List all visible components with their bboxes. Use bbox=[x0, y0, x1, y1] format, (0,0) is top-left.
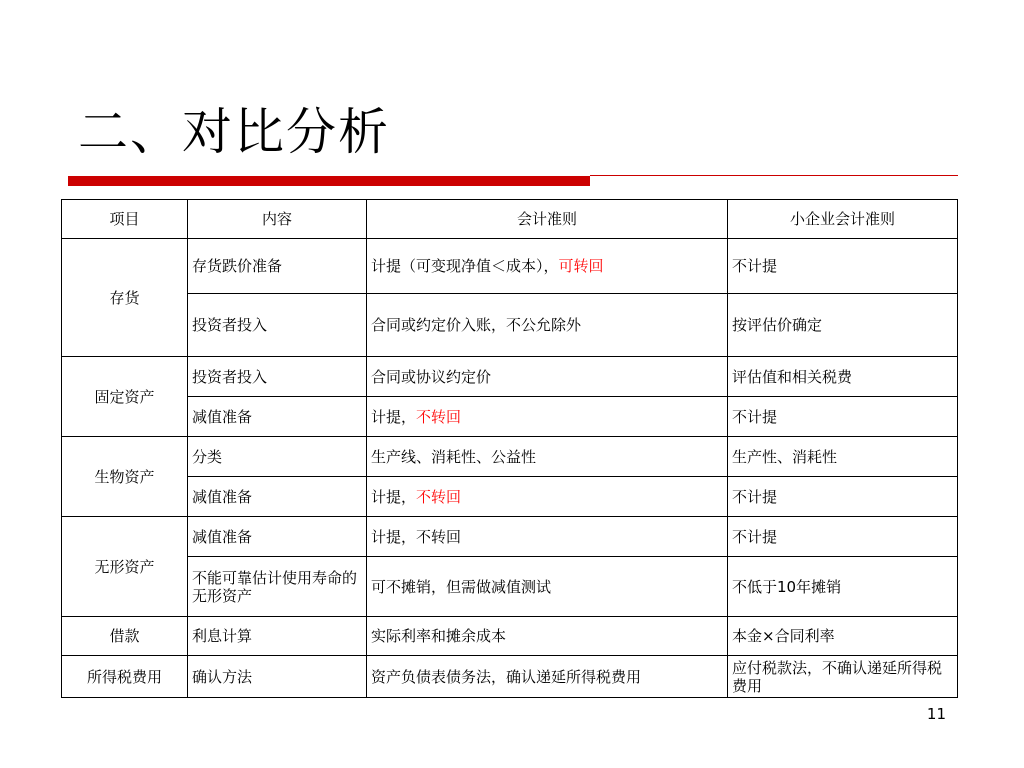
table-row bbox=[62, 397, 958, 437]
page-number: 11 bbox=[926, 705, 946, 723]
content-cell: 存货跌价准备 bbox=[188, 239, 367, 294]
table-row bbox=[62, 617, 958, 656]
content-cell: 不能可靠估计使用寿命的无形资产 bbox=[188, 557, 367, 617]
standard-cell: 计提，不转回 bbox=[367, 517, 728, 557]
category-cell: 生物资产 bbox=[62, 437, 188, 517]
small-enterprise-cell: 应付税款法，不确认递延所得税费用 bbox=[728, 656, 958, 698]
small-enterprise-cell: 评估值和相关税费 bbox=[728, 357, 958, 397]
small-enterprise-cell: 生产性、消耗性 bbox=[728, 437, 958, 477]
small-enterprise-cell: 按评估价确定 bbox=[728, 294, 958, 357]
content-cell: 利息计算 bbox=[188, 617, 367, 656]
content-cell: 投资者投入 bbox=[188, 294, 367, 357]
standard-cell: 实际利率和摊余成本 bbox=[367, 617, 728, 656]
content-cell: 确认方法 bbox=[188, 656, 367, 698]
comparison-table bbox=[61, 199, 958, 698]
header-accounting-standard: 会计准则 bbox=[367, 200, 728, 239]
standard-text: 计提， bbox=[371, 407, 417, 426]
content-cell: 分类 bbox=[188, 437, 367, 477]
category-cell: 无形资产 bbox=[62, 517, 188, 617]
table-row bbox=[62, 557, 958, 617]
standard-cell bbox=[367, 397, 728, 437]
small-enterprise-cell: 不低于10年摊销 bbox=[728, 557, 958, 617]
table-row bbox=[62, 517, 958, 557]
standard-text: 计提（可变现净值＜成本）， bbox=[371, 257, 559, 275]
standard-text: 计提， bbox=[371, 487, 417, 506]
table-row bbox=[62, 294, 958, 357]
standard-cell: 合同或约定价入账，不公允除外 bbox=[367, 294, 728, 357]
table-header-row bbox=[62, 200, 958, 239]
table-row bbox=[62, 437, 958, 477]
category-cell: 存货 bbox=[62, 239, 188, 357]
table-row bbox=[62, 239, 958, 294]
standard-cell bbox=[367, 477, 728, 517]
standard-cell: 生产线、消耗性、公益性 bbox=[367, 437, 728, 477]
standard-cell bbox=[367, 239, 728, 294]
small-enterprise-cell: 不计提 bbox=[728, 397, 958, 437]
small-enterprise-cell: 不计提 bbox=[728, 477, 958, 517]
header-item: 项目 bbox=[62, 200, 188, 239]
content-cell: 减值准备 bbox=[188, 477, 367, 517]
highlight-text: 不转回 bbox=[416, 487, 462, 506]
title-underline-line bbox=[590, 175, 958, 176]
highlight-text: 可转回 bbox=[558, 257, 604, 275]
small-enterprise-cell: 不计提 bbox=[728, 517, 958, 557]
category-cell: 所得税费用 bbox=[62, 656, 188, 698]
slide-title: 二、对比分析 bbox=[78, 103, 390, 161]
title-underline-bar bbox=[68, 176, 590, 186]
content-cell: 减值准备 bbox=[188, 397, 367, 437]
content-cell: 减值准备 bbox=[188, 517, 367, 557]
table-row bbox=[62, 357, 958, 397]
header-small-enterprise-standard: 小企业会计准则 bbox=[728, 200, 958, 239]
highlight-text: 不转回 bbox=[416, 407, 462, 426]
table-row bbox=[62, 477, 958, 517]
small-enterprise-cell: 不计提 bbox=[728, 239, 958, 294]
content-cell: 投资者投入 bbox=[188, 357, 367, 397]
standard-cell: 合同或协议约定价 bbox=[367, 357, 728, 397]
standard-cell: 可不摊销，但需做减值测试 bbox=[367, 557, 728, 617]
header-content: 内容 bbox=[188, 200, 367, 239]
category-cell: 固定资产 bbox=[62, 357, 188, 437]
small-enterprise-cell: 本金×合同利率 bbox=[728, 617, 958, 656]
category-cell: 借款 bbox=[62, 617, 188, 656]
standard-cell: 资产负债表债务法，确认递延所得税费用 bbox=[367, 656, 728, 698]
table-row bbox=[62, 656, 958, 698]
